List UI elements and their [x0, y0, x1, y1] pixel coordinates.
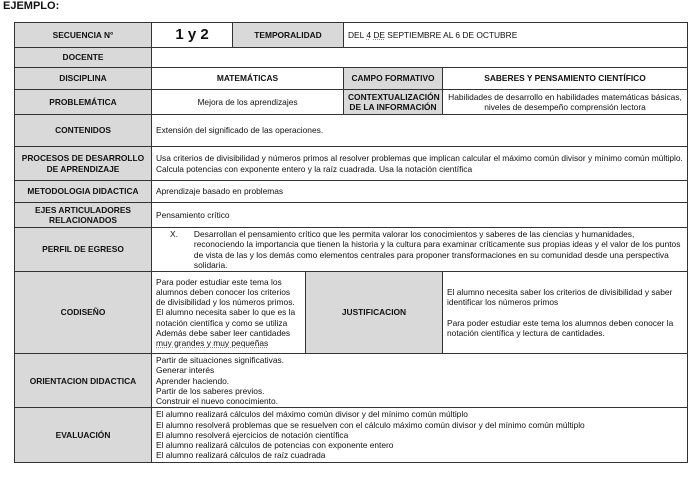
evaluacion-line: El alumno realizará cálculos del máximo común divisor y del mínimo común múltiplo [156, 409, 468, 420]
row-codiseno [15, 272, 688, 354]
evaluacion-line: El alumno resolverá problemas que se resuelven con el cálculo máximo común divisor y del mínimo común múltiplo [156, 419, 585, 430]
codiseno-value [152, 272, 306, 354]
disciplina-label: DISCIPLINA [15, 68, 152, 90]
docente-value [152, 48, 688, 68]
problematica-value: Mejora de los aprendizajes [152, 90, 344, 115]
justificacion-value [443, 272, 688, 354]
row-ejes [15, 203, 688, 228]
perfil-text: Desarrollan el pensamiento crítico que les permita valorar los conocimientos y saberes de las ciencias y humanidades, reconociendo la importancia que tienen la historia y la cultura para examinar críticamente sus propias ideas y el valor de los puntos de vista de las y los demás como elementos centrales para proponer transformaciones en su comunidad desde una perspectiva solidaria. [193, 229, 681, 270]
procesos-line: Usa criterios de divisibilidad y números primos al resolver problemas que implican calcular el máximo común divisor y mínimo común múltiplo. [156, 153, 683, 164]
row-metodologia [15, 181, 688, 203]
codiseno-paragraph: Para poder estudiar este tema los alumnos deben conocer los criterios de divisibilidad y los números primos. [156, 276, 295, 308]
contextualizacion-label: CONTEXTUALIZACIÓN DE LA INFORMACIÓN [344, 90, 443, 115]
problematica-label: PROBLEMÁTICA [15, 90, 152, 115]
temporalidad-de: DE [373, 29, 385, 40]
orientacion-label: ORIENTACION DIDACTICA [15, 354, 152, 408]
ejes-value: Pensamiento crítico [152, 203, 688, 228]
row-orientacion [15, 354, 688, 408]
orientacion-line: Partir de los saberes previos. [156, 385, 265, 396]
evaluacion-label: EVALUACIÓN [15, 408, 152, 462]
perfil-marker: X. [170, 229, 178, 239]
orientacion-line: Construir el nuevo conocimiento. [156, 396, 278, 406]
row-problematica [15, 90, 688, 115]
secuencia-number: 1 y 2 [175, 25, 209, 43]
justificacion-label: JUSTIFICACION [306, 272, 443, 354]
procesos-label: PROCESOS DE DESARROLLO DE APRENDIZAJE [15, 147, 152, 181]
perfil-label: PERFIL DE EGRESO [15, 228, 152, 272]
contenidos-label: CONTENIDOS [15, 115, 152, 147]
page-heading: EJEMPLO: [3, 0, 60, 12]
temporalidad-day: 4 [366, 29, 371, 40]
orientacion-value [152, 354, 688, 408]
procesos-value [152, 147, 688, 181]
row-docente [15, 48, 688, 68]
codiseno-paragraph: El alumno necesita saber lo que es la notación científica y como se utiliza Además debe saber leer cantidades muy grandes y muy pequeñas [156, 307, 296, 349]
row-evaluacion [15, 408, 688, 462]
justificacion-paragraph: El alumno necesita saber los criterios de divisibilidad y saber identificar los números primos [447, 287, 673, 308]
justificacion-paragraph: Para poder estudiar este tema los alumnos deben conocer la notación científica y lectura de cantidades. [447, 317, 674, 338]
contenidos-value: Extensión del significado de las operaciones. [152, 115, 688, 147]
orientacion-line: Aprender haciendo. [156, 375, 230, 386]
row-contenidos [15, 115, 688, 147]
contextualizacion-value: Habilidades de desarrollo en habilidades matemáticas básicas, niveles de desempeño comprensión lectora [443, 90, 688, 115]
disciplina-value: MATEMÁTICAS [152, 68, 344, 90]
perfil-value [152, 228, 688, 272]
evaluacion-line: El alumno resolverá ejercicios de notación científica [156, 429, 349, 440]
evaluacion-value [152, 408, 688, 462]
secuencia-label: SECUENCIA N° [15, 23, 152, 48]
row-secuencia [15, 23, 688, 48]
metodologia-label: METODOLOGIA DIDACTICA [15, 181, 152, 203]
row-perfil [15, 228, 688, 272]
secuencia-value [152, 23, 233, 48]
lesson-plan-table [14, 22, 688, 463]
evaluacion-line: El alumno realizará cálculos de raíz cuadrada [156, 450, 326, 461]
campo-formativo-label: CAMPO FORMATIVO [344, 68, 443, 90]
metodologia-value: Aprendizaje basado en problemas [152, 181, 688, 203]
evaluacion-line: El alumno realizará cálculos de potencias con exponente entero [156, 440, 394, 450]
campo-formativo-value: SABERES Y PENSAMIENTO CIENTÍFICO [443, 68, 688, 90]
codiseno-label: CODISEÑO [15, 272, 152, 354]
orientacion-line: Partir de situaciones significativas. [156, 355, 285, 365]
temporalidad-value: DEL 4 DE SEPTIEMBRE AL 6 DE OCTUBRE [344, 23, 688, 48]
temporalidad-label: TEMPORALIDAD [233, 23, 344, 48]
ejes-label: EJES ARTICULADORES RELACIONADOS [15, 203, 152, 228]
row-procesos [15, 147, 688, 181]
row-disciplina [15, 68, 688, 90]
orientacion-line: Generar interés [156, 365, 215, 376]
procesos-line: Calcula potencias con exponente entero y la raíz cuadrada. Usa la notación científica [156, 163, 473, 174]
docente-label: DOCENTE [15, 48, 152, 68]
